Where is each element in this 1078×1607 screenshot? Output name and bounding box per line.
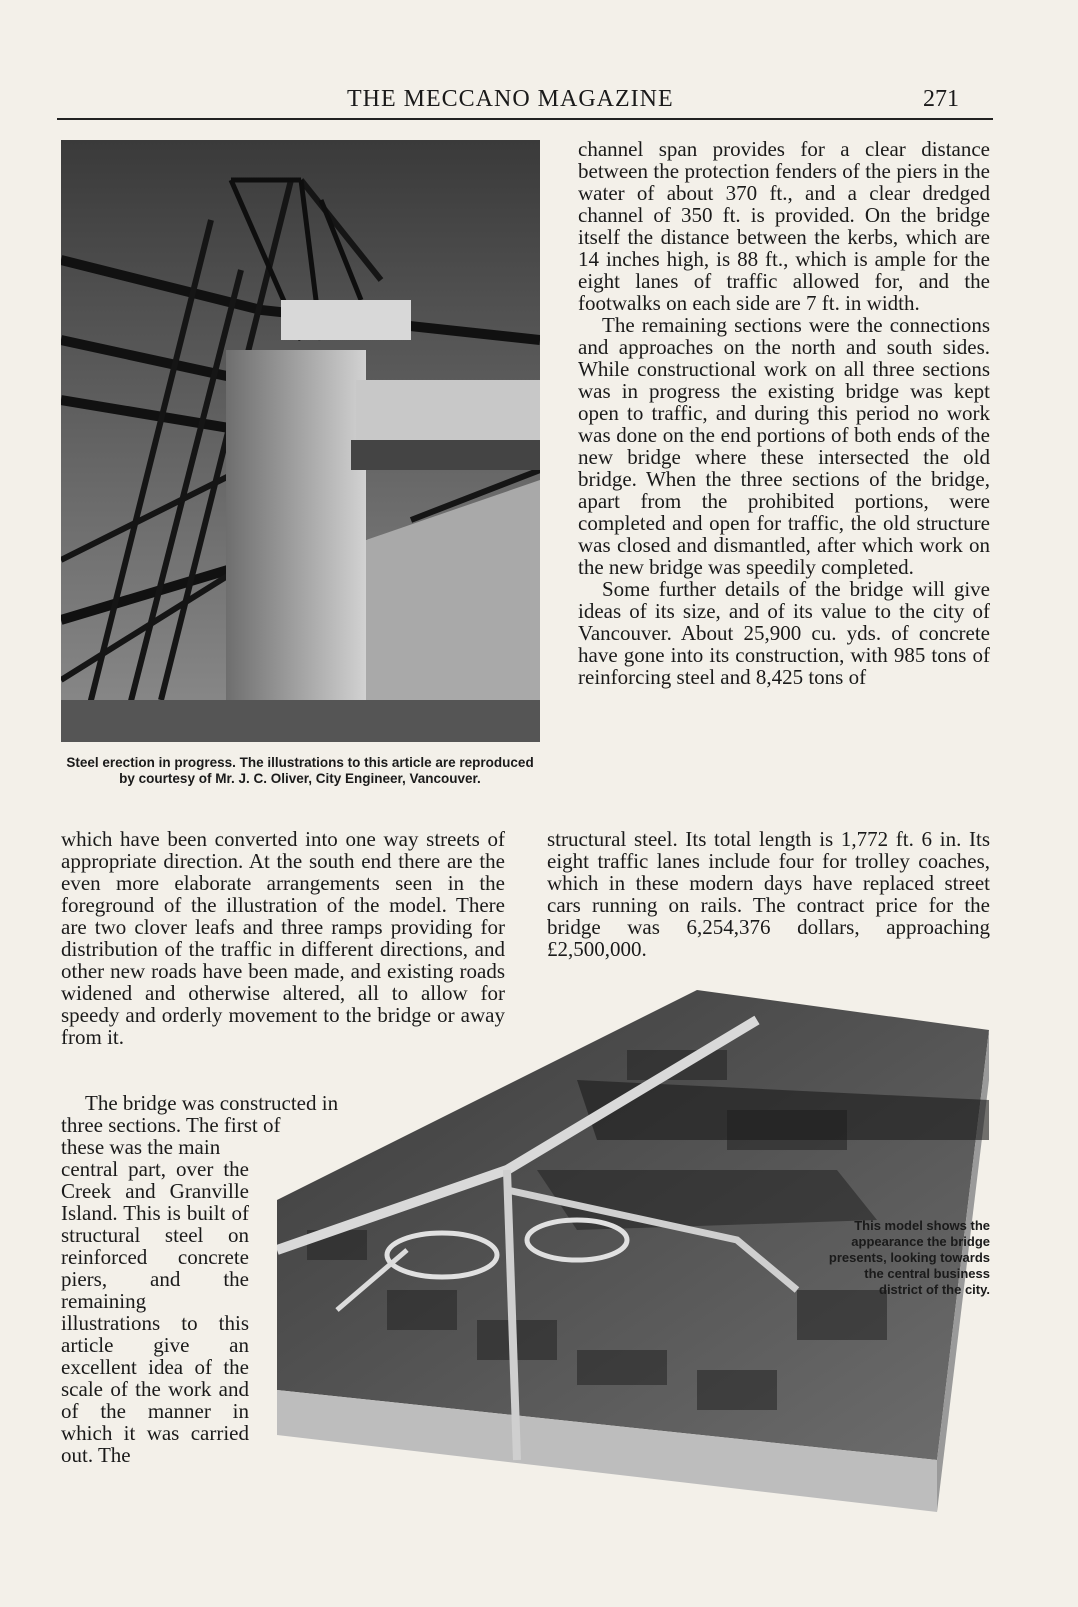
photo1-caption: Steel erection in progress. The illustrations to this article are reproduced by courtesy of Mr. J. C. Oliver, City Engineer, Vancouver. <box>66 755 534 786</box>
paragraph: structural steel. Its total length is 1,772 ft. 6 in. Its eight traffic lanes include four for trolley coaches, which in these modern days have replaced street cars running on rails. The contract price for the bridge was 6,254,376 dollars, approaching £2,500,000. <box>547 827 990 961</box>
paragraph: The remaining sections were the connections and approaches on the north and south sides. While constructional work on all three sections was in progress the existing bridge was kept open to traffic, and during this period no work was done on the end portions of both ends of the new bridge where these intersected the old bridge. When the three sections of the bridge, apart from the prohibited portions, were completed and open for traffic, the old structure was closed and dismantled, after which work on the new bridge was speedily completed. <box>578 313 990 579</box>
photo2-caption: This model shows the appearance the bridge presents, looking towards the central business district of the city. <box>828 1218 990 1297</box>
right-column-upper <box>578 138 990 688</box>
page-header <box>57 82 993 120</box>
steel-erection-photo <box>61 140 540 742</box>
paragraph: Some further details of the bridge will give ideas of its size, and of its value to the city of Vancouver. About 25,900 cu. yds. of concrete have gone into its construction, with 985 tons of reinforcing steel and 8,425 tons of <box>578 577 990 689</box>
paragraph: The bridge was constructed in <box>85 1091 339 1115</box>
magazine-title: THE MECCANO MAGAZINE <box>347 86 674 112</box>
left-column-wrap-4 <box>61 1158 249 1466</box>
page-number: 271 <box>923 86 959 112</box>
paragraph: channel span provides for a clear distance between the protection fenders of the piers in the water of about 370 ft., and a clear dredged channel of 350 ft. is provided. On the bridge itself the distance between the kerbs, which are 14 inches high, is 88 ft., which is ample for the eight lanes of traffic allowed for, and the footwalks on each side are 7 ft. in width. <box>578 137 990 315</box>
paragraph: central part, over the Creek and Granville Island. This is built of structural steel on reinforced concrete piers, and the remaining illustrations to this article give an excellent idea of the scale of the work and of the manner in which it was carried out. The <box>61 1157 249 1467</box>
paragraph: which have been converted into one way streets of appropriate direction. At the south end there are the even more elaborate arrangements seen in the foreground of the illustration of the model. There are two clover leafs and three ramps providing for distribution of the traffic in different directions, and other new roads have been made, and existing roads widened and otherwise altered, all to allow for speedy and orderly movement to the bridge or away from it. <box>61 827 505 1049</box>
paragraph: three sections. The first of <box>61 1113 281 1137</box>
paragraph: these was the main <box>61 1135 221 1159</box>
right-column-lower <box>547 828 990 960</box>
